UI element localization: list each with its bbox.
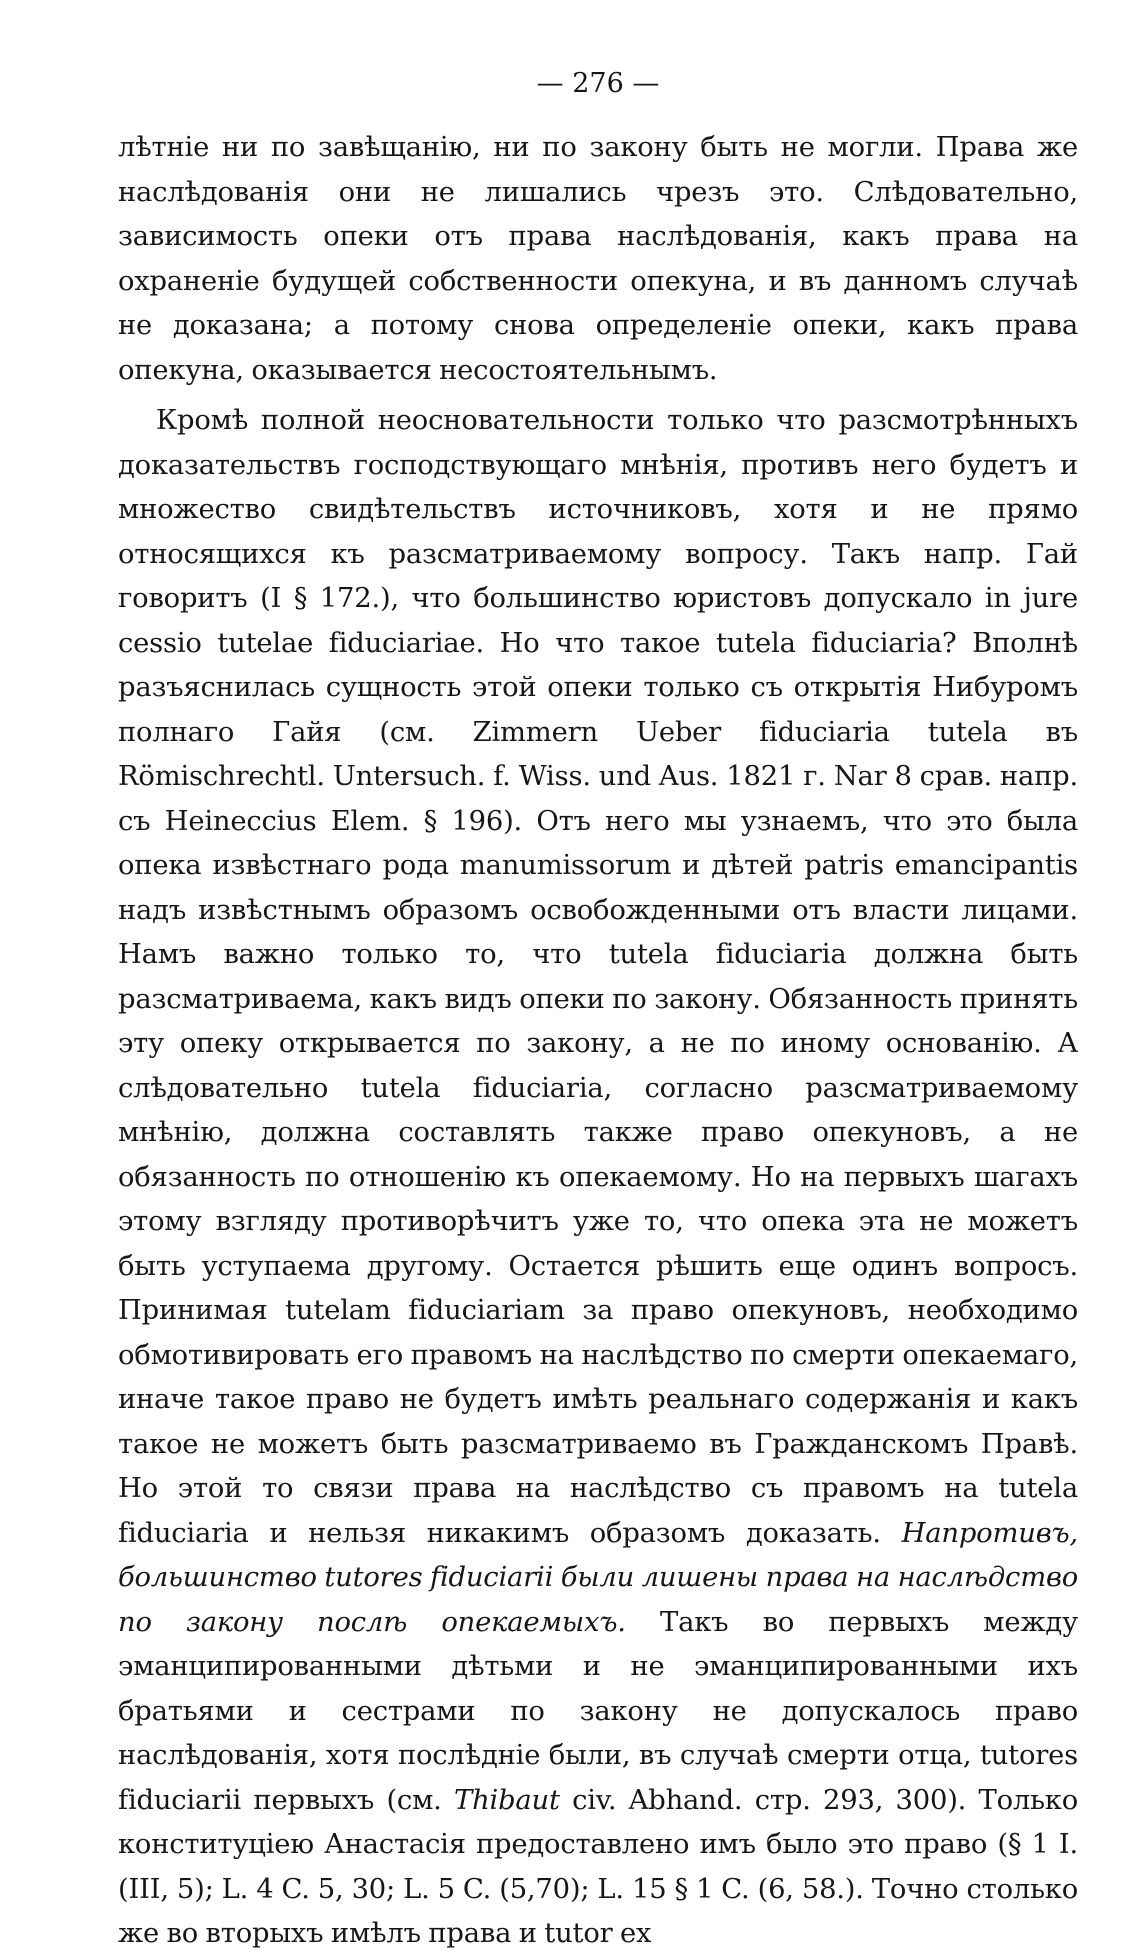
paragraph-2 — [118, 399, 1078, 1957]
paragraph-2-italic-author: Thibaut — [454, 1784, 560, 1816]
paragraph-2-text-e: civ. Abhand. стр. 293, 300). Только конституціею Анастасія предоставлено имъ было это право (§ 1 I. (III, 5); L. 4 C. 5, 30; L. 5 C. (5,70); L. 15 § 1 C. (6, 58.). Точно столько же во вторыхъ имѣлъ права и tutor ex — [118, 1784, 1078, 1949]
paragraph-1: лѣтніе ни по завѣщанію, ни по закону быть не могли. Права же наслѣдованія они не лишались чрезъ это. Слѣдовательно, зависимость опеки отъ права наслѣдованія, какъ права на охраненіе будущей собственности опекуна, и въ данномъ случаѣ не доказана; а потому снова определеніе опеки, какъ права опекуна, оказывается несостоятельнымъ. — [118, 132, 1078, 386]
paragraph-2-text-c: Такъ во первыхъ между эманципированными дѣтьми и не эманципированными ихъ братьями и сестрами по закону не допускалось право наслѣдованія, хотя послѣдніе были, въ случаѣ смерти отца, tutores fiduciarii первыхъ (см. — [118, 1606, 1078, 1816]
paragraph-2-text-a: Кромѣ полной неосновательности только что разсмотрѣнныхъ доказательствъ господствующаго мнѣнія, противъ него будетъ и множество свидѣтельствъ источниковъ, хотя и не прямо относящихся къ разсматриваемому вопросу. Такъ напр. Гай говоритъ (I § 172.), что большинство юристовъ допускало in jure cessio tutelae fiduciariae. Но что такое tutela fiduciaria? Вполнѣ разъяснилась сущность этой опеки только съ открытія Нибуромъ полнаго Гайя (см. Zimmern Ueber fiduciaria tutela въ Römischrechtl. Untersuch. f. Wiss. und Aus. 1821 г. Nar 8 срав. напр. съ Heineccius Elem. § 196). Отъ него мы узнаемъ, что это была опека извѣстнаго рода manumissorum и дѣтей patris emancipantis надъ извѣстнымъ образомъ освобожденными отъ власти лицами. Намъ важно только то, что tutela fiduciaria должна быть разсматриваема, какъ видъ опеки по закону. Обязанность принять эту опеку открывается по закону, а не по иному основанію. А слѣдовательно tutela fiduciaria, согласно разсматриваемому мнѣнію, должна составлять также право опекуновъ, а не обязанность по отношенію къ опекаемому. Но на первыхъ шагахъ этому взгляду противорѣчитъ уже то, что опека эта не можетъ быть уступаема другому. Остается рѣшить еще одинъ вопросъ. Принимая tutelam fiduciariam за право опекуновъ, необходимо обмотивировать его правомъ на наслѣдство по смерти опекаемаго, иначе такое право не будетъ имѣть реальнаго содержанія и какъ такое не можетъ быть разсматриваемо въ Гражданскомъ Правѣ. Но этой то связи права на наслѣдство съ правомъ на tutela fiduciaria и нельзя никакимъ образомъ доказать. — [118, 405, 1078, 1549]
page-number: — 276 — — [536, 68, 660, 99]
paragraph-2-italic-sentence: Напротивъ, большинство tutores fiduciarii были лишены права на наслѣдство по закону послѣ опекаемыхъ. — [118, 1517, 1078, 1638]
document-page — [118, 66, 1078, 1957]
